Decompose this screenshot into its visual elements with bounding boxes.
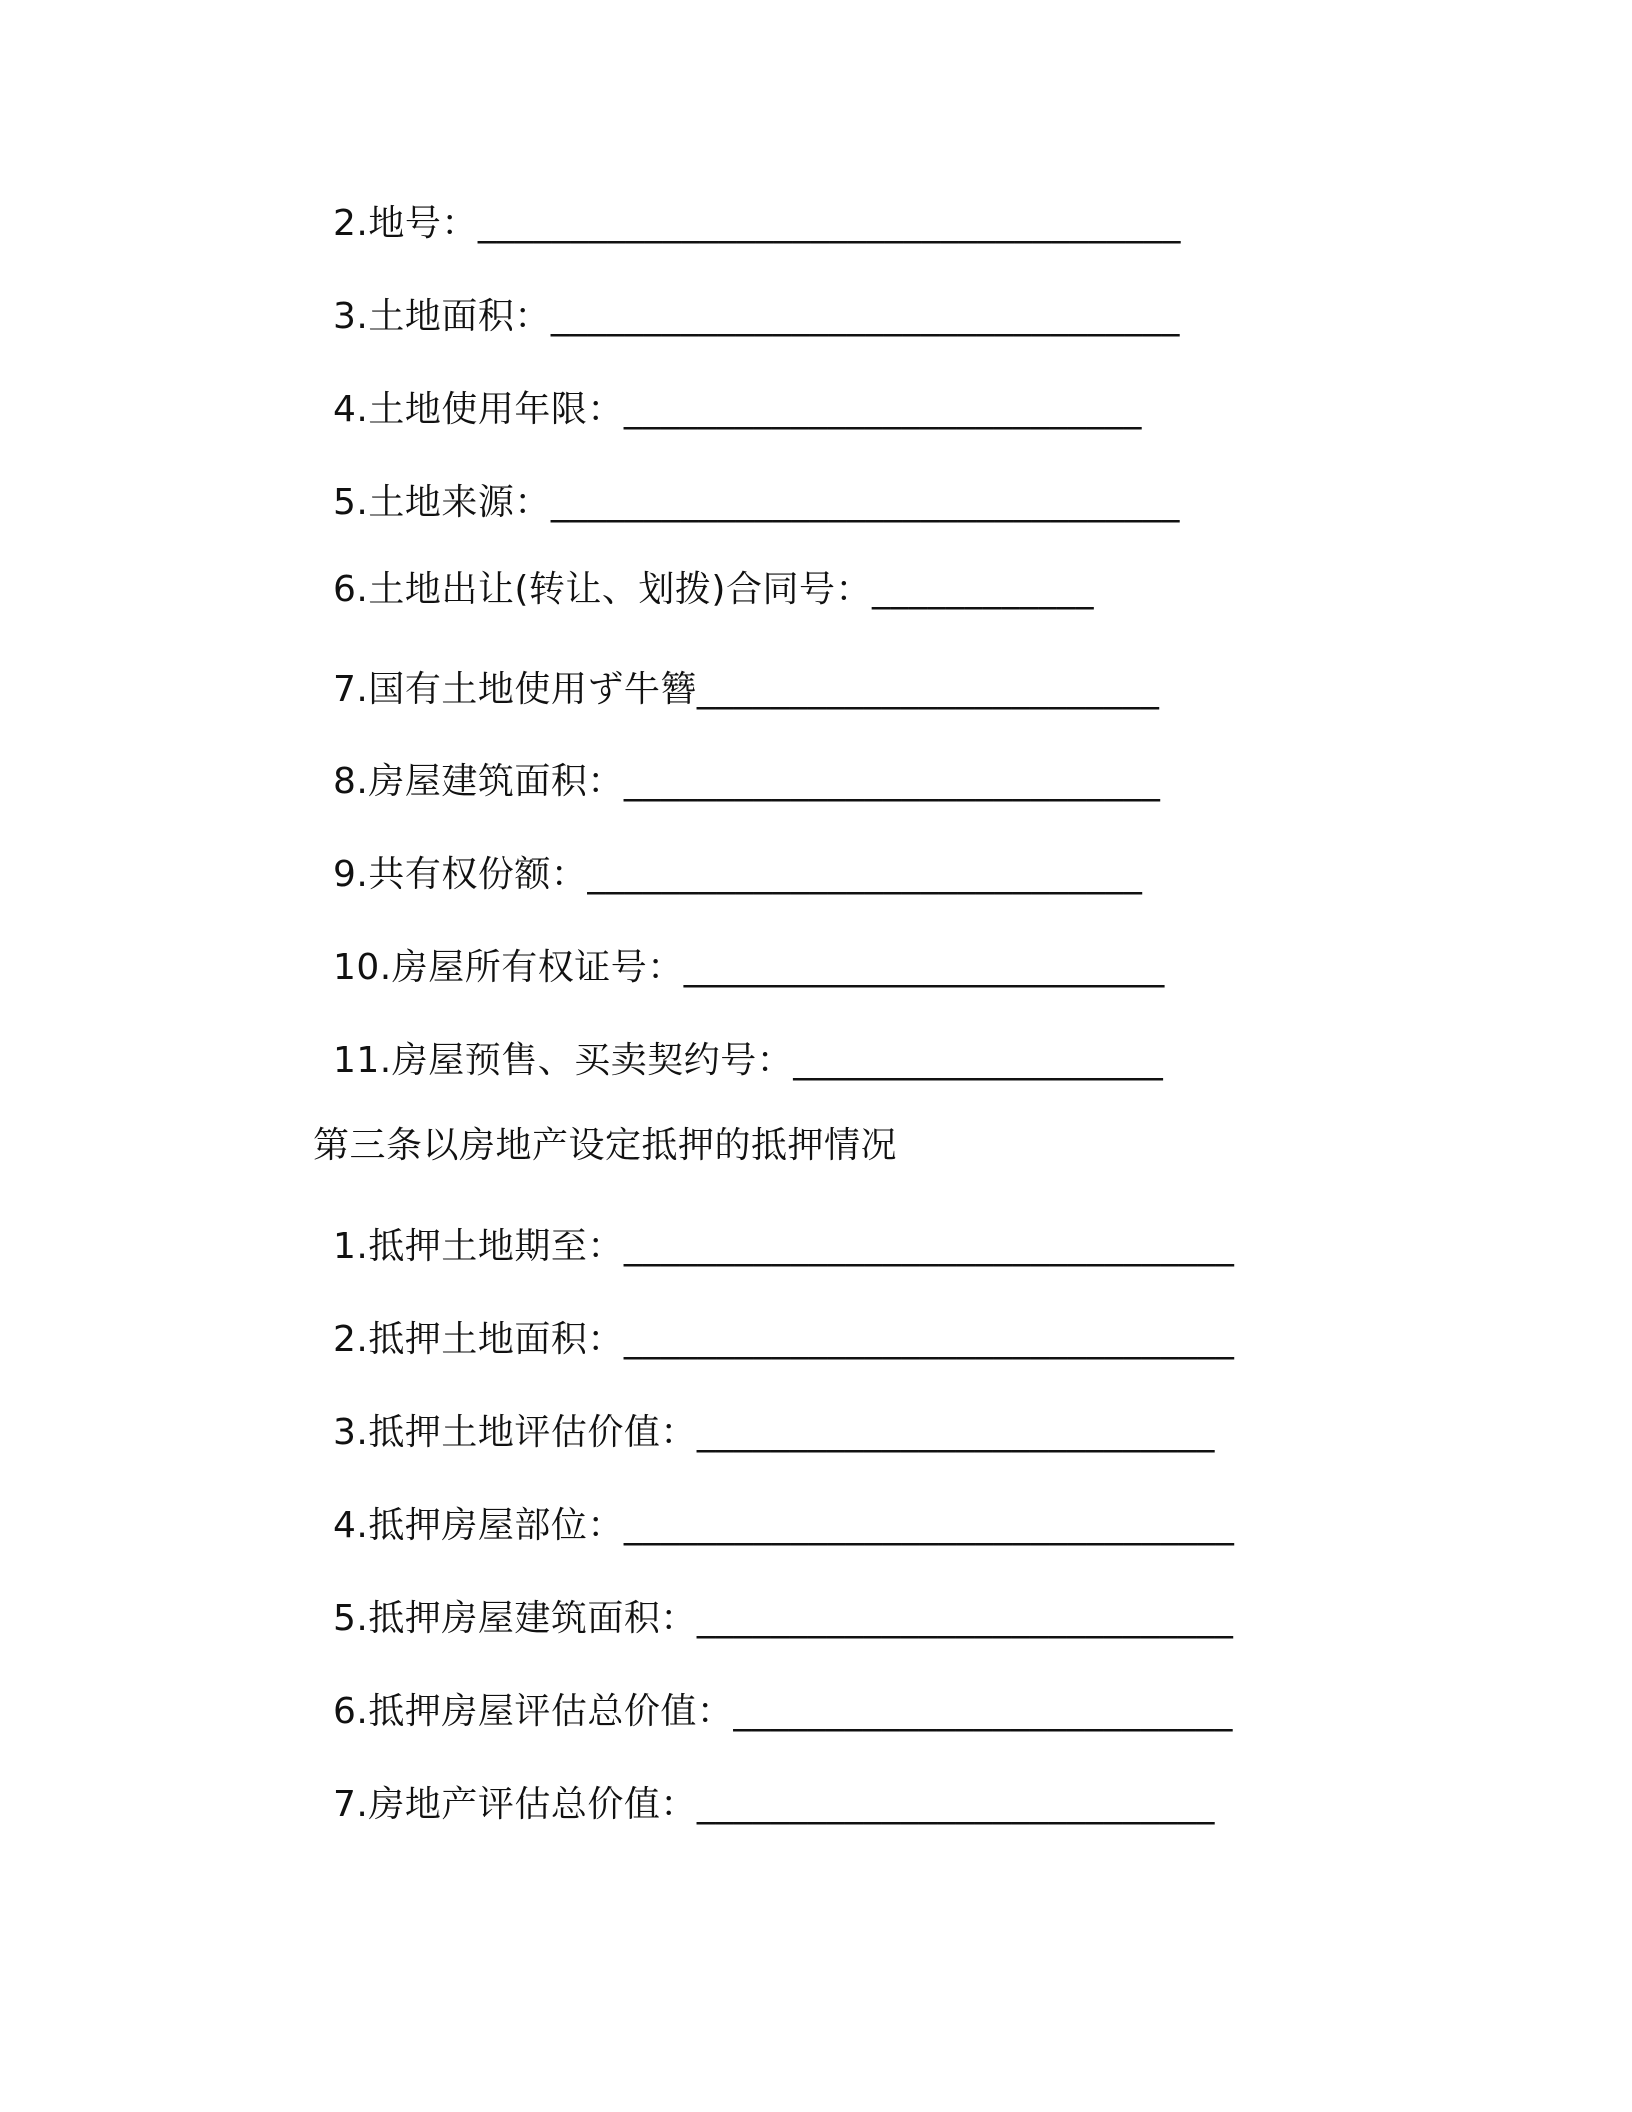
land-item-11: [333, 1037, 1163, 1085]
land-use-term-label: 4.土地使用年限：: [333, 389, 624, 430]
land-area-blank: __________________________________: [550, 296, 1180, 337]
mortgage-house-area-blank: _____________________________: [696, 1598, 1234, 1639]
mortgage-house-area-label: 5.抵押房屋建筑面积：: [333, 1598, 697, 1639]
ownership-certificate-blank: __________________________: [683, 947, 1165, 988]
land-item-9: [333, 851, 1142, 899]
ownership-certificate-label: 10.房屋所有权证号：: [333, 947, 684, 988]
mortgage-land-area-blank: _________________________________: [623, 1319, 1235, 1360]
mortgage-land-value-blank: ____________________________: [696, 1412, 1215, 1453]
mortgage-land-term-label: 1.抵押土地期至：: [333, 1226, 624, 1267]
land-item-10: [333, 944, 1165, 992]
land-item-3: [333, 293, 1180, 341]
mortgage-item-2: [333, 1316, 1234, 1364]
mortgage-house-value-label: 6.抵押房屋评估总价值：: [333, 1691, 734, 1732]
presale-contract-blank: ____________________: [793, 1040, 1164, 1081]
mortgage-house-location-blank: _________________________________: [623, 1505, 1235, 1546]
mortgage-land-area-label: 2.抵押土地面积：: [333, 1319, 624, 1360]
mortgage-house-value-blank: ___________________________: [733, 1691, 1233, 1732]
real-estate-value-label: 7.房地产评估总价值：: [333, 1784, 697, 1825]
land-item-8: [333, 758, 1160, 806]
land-item-7: [333, 666, 1159, 714]
mortgage-land-term-blank: _________________________________: [623, 1226, 1235, 1267]
mortgage-item-4: [333, 1502, 1234, 1550]
state-land-use-label: 7.国有土地使用ず牛簪: [333, 669, 697, 710]
mortgage-land-value-label: 3.抵押土地评估价值：: [333, 1412, 697, 1453]
land-contract-number-label: 6.土地出让(转让、划拨)合同号：: [333, 569, 872, 610]
building-area-label: 8.房屋建筑面积：: [333, 761, 624, 802]
land-number-blank: ______________________________________: [477, 203, 1181, 244]
land-item-5: [333, 479, 1180, 527]
land-item-2: [333, 200, 1181, 248]
land-source-label: 5.土地来源：: [333, 482, 551, 523]
section-heading-article-3: 第三条以房地产设定抵押的抵押情况: [313, 1125, 898, 1166]
state-land-use-blank: _________________________: [696, 669, 1160, 710]
co-ownership-share-label: 9.共有权份额：: [333, 854, 588, 895]
presale-contract-label: 11.房屋预售、买卖契约号：: [333, 1040, 794, 1081]
co-ownership-share-blank: ______________________________: [587, 854, 1143, 895]
mortgage-item-6: [333, 1688, 1233, 1736]
mortgage-house-location-label: 4.抵押房屋部位：: [333, 1505, 624, 1546]
mortgage-item-3: [333, 1409, 1215, 1457]
land-number-label: 2.地号：: [333, 203, 478, 244]
real-estate-value-blank: ____________________________: [696, 1784, 1215, 1825]
building-area-blank: _____________________________: [623, 761, 1161, 802]
land-contract-number-blank: ____________: [871, 569, 1094, 610]
land-use-term-blank: ____________________________: [623, 389, 1142, 430]
land-item-4: [333, 386, 1142, 434]
mortgage-item-5: [333, 1595, 1233, 1643]
land-item-6: [333, 566, 1094, 614]
land-area-label: 3.土地面积：: [333, 296, 551, 337]
mortgage-item-1: [333, 1223, 1234, 1271]
land-source-blank: __________________________________: [550, 482, 1180, 523]
mortgage-item-7: [333, 1781, 1215, 1829]
